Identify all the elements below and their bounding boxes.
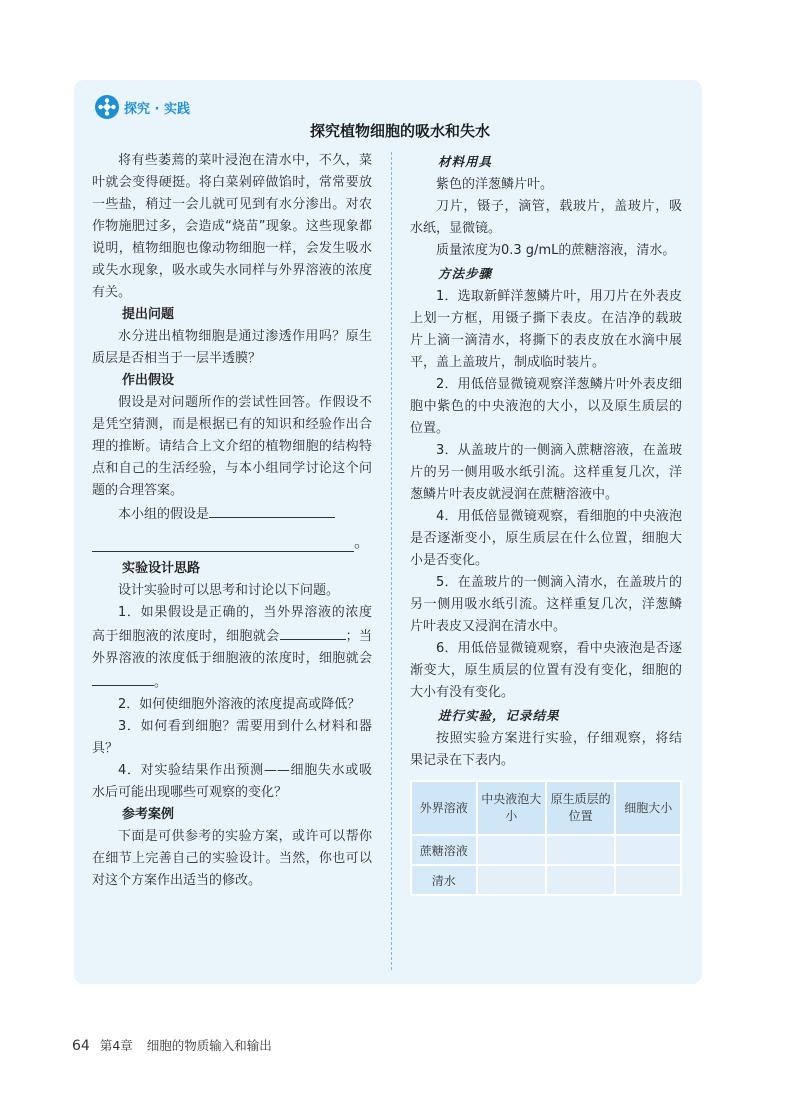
table-cell[interactable] xyxy=(477,835,546,865)
reference-paragraph: 下面是可供参考的实验方案，或许可以帮你在细节上完善自己的实验设计。当然，你也可以对这个方案作出适当的修改。 xyxy=(92,829,372,888)
design-question-2: 2．如何使细胞外溶液的浓度提高或降低？ xyxy=(118,697,361,712)
hypothesis-line xyxy=(92,529,372,552)
heading-question: 提出问题 xyxy=(122,307,175,322)
heading-experiment: 进行实验，记录结果 xyxy=(438,708,560,723)
column-divider xyxy=(391,152,392,970)
table-cell[interactable] xyxy=(477,865,546,895)
hypothesis-prompt xyxy=(92,502,372,526)
page-number: 64 xyxy=(72,1038,90,1054)
materials-3: 质量浓度为0.3 g/mL的蔗糖溶液，清水。 xyxy=(436,243,676,258)
table-row-label: 清水 xyxy=(411,865,477,895)
design-question-3: 3．如何看到细胞？需要用到什么材料和器具？ xyxy=(92,719,372,756)
results-table xyxy=(410,780,682,896)
materials-2: 刀片，镊子，滴管，载玻片，盖玻片，吸水纸，显微镜。 xyxy=(410,199,682,236)
table-header: 原生质层的位置 xyxy=(546,781,615,835)
design-question-1 xyxy=(92,602,372,694)
step-4: 4．用低倍显微镜观察，看细胞的中央液泡是否逐渐变小，原生质层在什么位置，细胞大小是否变化。 xyxy=(410,509,682,568)
design-q1-part-a: 1．如果假设是正确的，当外界溶液的浓度高于细胞液的浓度时，细胞就会 xyxy=(92,605,372,644)
heading-design: 实验设计思路 xyxy=(122,561,201,576)
table-cell[interactable] xyxy=(546,865,615,895)
left-column xyxy=(92,150,372,892)
hypothesis-paragraph: 假设是对问题所作的尝试性回答。作假设不是凭空猜测，而是根据已有的知识和经验作出合理的推断。请结合上文介绍的植物细胞的结构特点和自己的生活经验，与本小组同学讨论这个问题的合理答案。 xyxy=(92,395,372,498)
section-tag-label: 探究 · 实践 xyxy=(124,101,190,117)
table-header: 细胞大小 xyxy=(615,781,681,835)
heading-reference: 参考案例 xyxy=(122,807,175,822)
chapter-number: 第4章 xyxy=(99,1038,133,1053)
table-header: 外界溶液 xyxy=(411,781,477,835)
heading-hypothesis: 作出假设 xyxy=(122,373,175,388)
table-cell[interactable] xyxy=(546,835,615,865)
design-intro: 设计实验时可以思考和讨论以下问题。 xyxy=(118,583,340,598)
table-header-row xyxy=(411,781,681,835)
intro-paragraph: 将有些萎蔫的菜叶浸泡在清水中，不久，菜叶就会变得硬挺。将白菜剁碎做馅时，常常要放一些盐，稍过一会儿就可见到有水分渗出。对农作物施肥过多，会造成“烧苗”现象。这些现象都说明，植物细胞也像动物细胞一样，会发生吸水或失水现象，吸水或失水同样与外界溶液的浓度有关。 xyxy=(92,153,372,300)
heading-materials: 材料用具 xyxy=(438,154,493,169)
page-footer xyxy=(72,1036,272,1054)
step-2: 2．用低倍显微镜观察洋葱鳞片叶外表皮细胞中紫色的中央液泡的大小，以及原生质层的位置。 xyxy=(410,377,682,436)
chapter-title: 细胞的物质输入和输出 xyxy=(146,1038,272,1053)
step-6: 6．用低倍显微镜观察，看中央液泡是否逐渐变大，原生质层的位置有没有变化，细胞的大小有没有变化。 xyxy=(410,641,682,700)
heading-steps: 方法步骤 xyxy=(438,266,493,281)
design-q1-blank-1[interactable] xyxy=(280,624,346,640)
right-column xyxy=(410,150,682,896)
design-q1-blank-2[interactable] xyxy=(92,670,154,686)
hypothesis-end: 。 xyxy=(354,532,371,551)
table-header: 中央液泡大小 xyxy=(477,781,546,835)
design-question-4: 4．对实验结果作出预测——细胞失水或吸水后可能出现哪些可观察的变化？ xyxy=(92,763,372,800)
step-1: 1．选取新鲜洋葱鳞片叶，用刀片在外表皮上划一方框，用镊子撕下表皮。在洁净的载玻片上滴一滴清水，将撕下的表皮放在水滴中展平，盖上盖玻片，制成临时装片。 xyxy=(410,289,682,370)
design-q1-part-c: 。 xyxy=(154,675,168,690)
section-tag xyxy=(94,94,190,120)
page-title: 探究植物细胞的吸水和失水 xyxy=(309,122,490,140)
table-row xyxy=(411,865,681,895)
molecule-icon xyxy=(94,94,120,120)
hypothesis-prompt-text: 本小组的假设是 xyxy=(118,507,210,522)
hypothesis-blank-2[interactable] xyxy=(92,536,354,552)
hypothesis-blank-1[interactable] xyxy=(209,502,335,518)
design-q1-part-b: ；当外界溶液的浓度低于细胞液的浓度时，细胞就会 xyxy=(92,629,372,666)
step-3: 3．从盖玻片的一侧滴入蔗糖溶液，在盖玻片的另一侧用吸水纸引流。这样重复几次，洋葱鳞片叶表皮就浸润在蔗糖溶液中。 xyxy=(410,443,682,502)
table-row xyxy=(411,835,681,865)
materials-1: 紫色的洋葱鳞片叶。 xyxy=(436,177,554,192)
question-paragraph: 水分进出植物细胞是通过渗透作用吗？原生质层是否相当于一层半透膜？ xyxy=(92,329,372,366)
table-cell[interactable] xyxy=(615,835,681,865)
table-row-label: 蔗糖溶液 xyxy=(411,835,477,865)
table-cell[interactable] xyxy=(615,865,681,895)
step-5: 5．在盖玻片的一侧滴入清水，在盖玻片的另一侧用吸水纸引流。这样重复几次，洋葱鳞片叶表皮又浸润在清水中。 xyxy=(410,575,682,634)
experiment-paragraph: 按照实验方案进行实验，仔细观察，将结果记录在下表内。 xyxy=(410,731,682,768)
